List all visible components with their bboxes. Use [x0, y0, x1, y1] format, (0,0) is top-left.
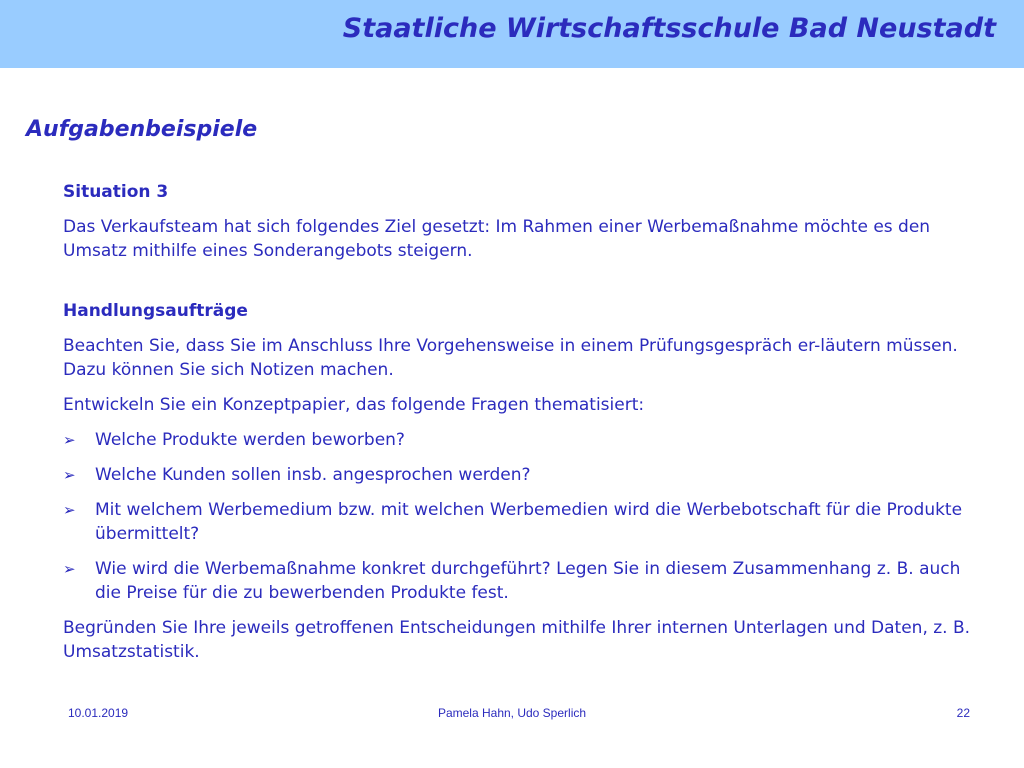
tasks-lead: Entwickeln Sie ein Konzeptpapier, das folgende Fragen thematisiert: — [63, 395, 645, 415]
arrow-bullet-icon: ➢ — [63, 431, 76, 449]
situation-text: Das Verkaufsteam hat sich folgendes Ziel gesetzt: Im Rahmen einer Werbemaßnahme möchte es den Umsatz mithilfe eines Sonderangebots steigern. — [63, 217, 931, 261]
question-text: Wie wird die Werbemaßnahme konkret durchgeführt? Legen Sie in diesem Zusammenhang z. B. auch die Preise für die zu bewerbenden Produkte fest. — [95, 559, 961, 603]
school-name: Staatliche Wirtschaftsschule Bad Neustadt — [342, 13, 996, 44]
closing-text: Begründen Sie Ihre jeweils getroffenen Entscheidungen mithilfe Ihrer internen Unterlagen und Daten, z. B. Umsatzstatistik. — [63, 618, 971, 662]
question-text: Welche Kunden sollen insb. angesprochen werden? — [95, 465, 531, 485]
arrow-bullet-icon: ➢ — [63, 560, 76, 578]
tasks-intro: Beachten Sie, dass Sie im Anschluss Ihre Vorgehensweise in einem Prüfungsgespräch er-läutern müssen. Dazu können Sie sich Notizen machen. — [63, 336, 958, 380]
footer-date: 10.01.2019 — [68, 706, 129, 720]
question-list — [63, 428, 983, 605]
list-item — [63, 463, 983, 487]
slide-title: Aufgabenbeispiele — [26, 117, 258, 142]
arrow-bullet-icon: ➢ — [63, 466, 76, 484]
slide-content — [63, 180, 983, 675]
question-text: Welche Produkte werden beworben? — [95, 430, 405, 450]
question-text: Mit welchem Werbemedium bzw. mit welchen Werbemedien wird die Werbebotschaft für die Produkte übermittelt? — [95, 500, 963, 544]
page-number: 22 — [956, 706, 970, 720]
header-bar — [0, 0, 1024, 68]
spacer — [63, 274, 983, 299]
list-item — [63, 498, 983, 546]
list-item — [63, 557, 983, 605]
tasks-heading: Handlungsaufträge — [63, 301, 248, 321]
arrow-bullet-icon: ➢ — [63, 501, 76, 519]
footer-authors: Pamela Hahn, Udo Sperlich — [437, 706, 587, 720]
list-item — [63, 428, 983, 452]
situation-heading: Situation 3 — [63, 182, 169, 202]
